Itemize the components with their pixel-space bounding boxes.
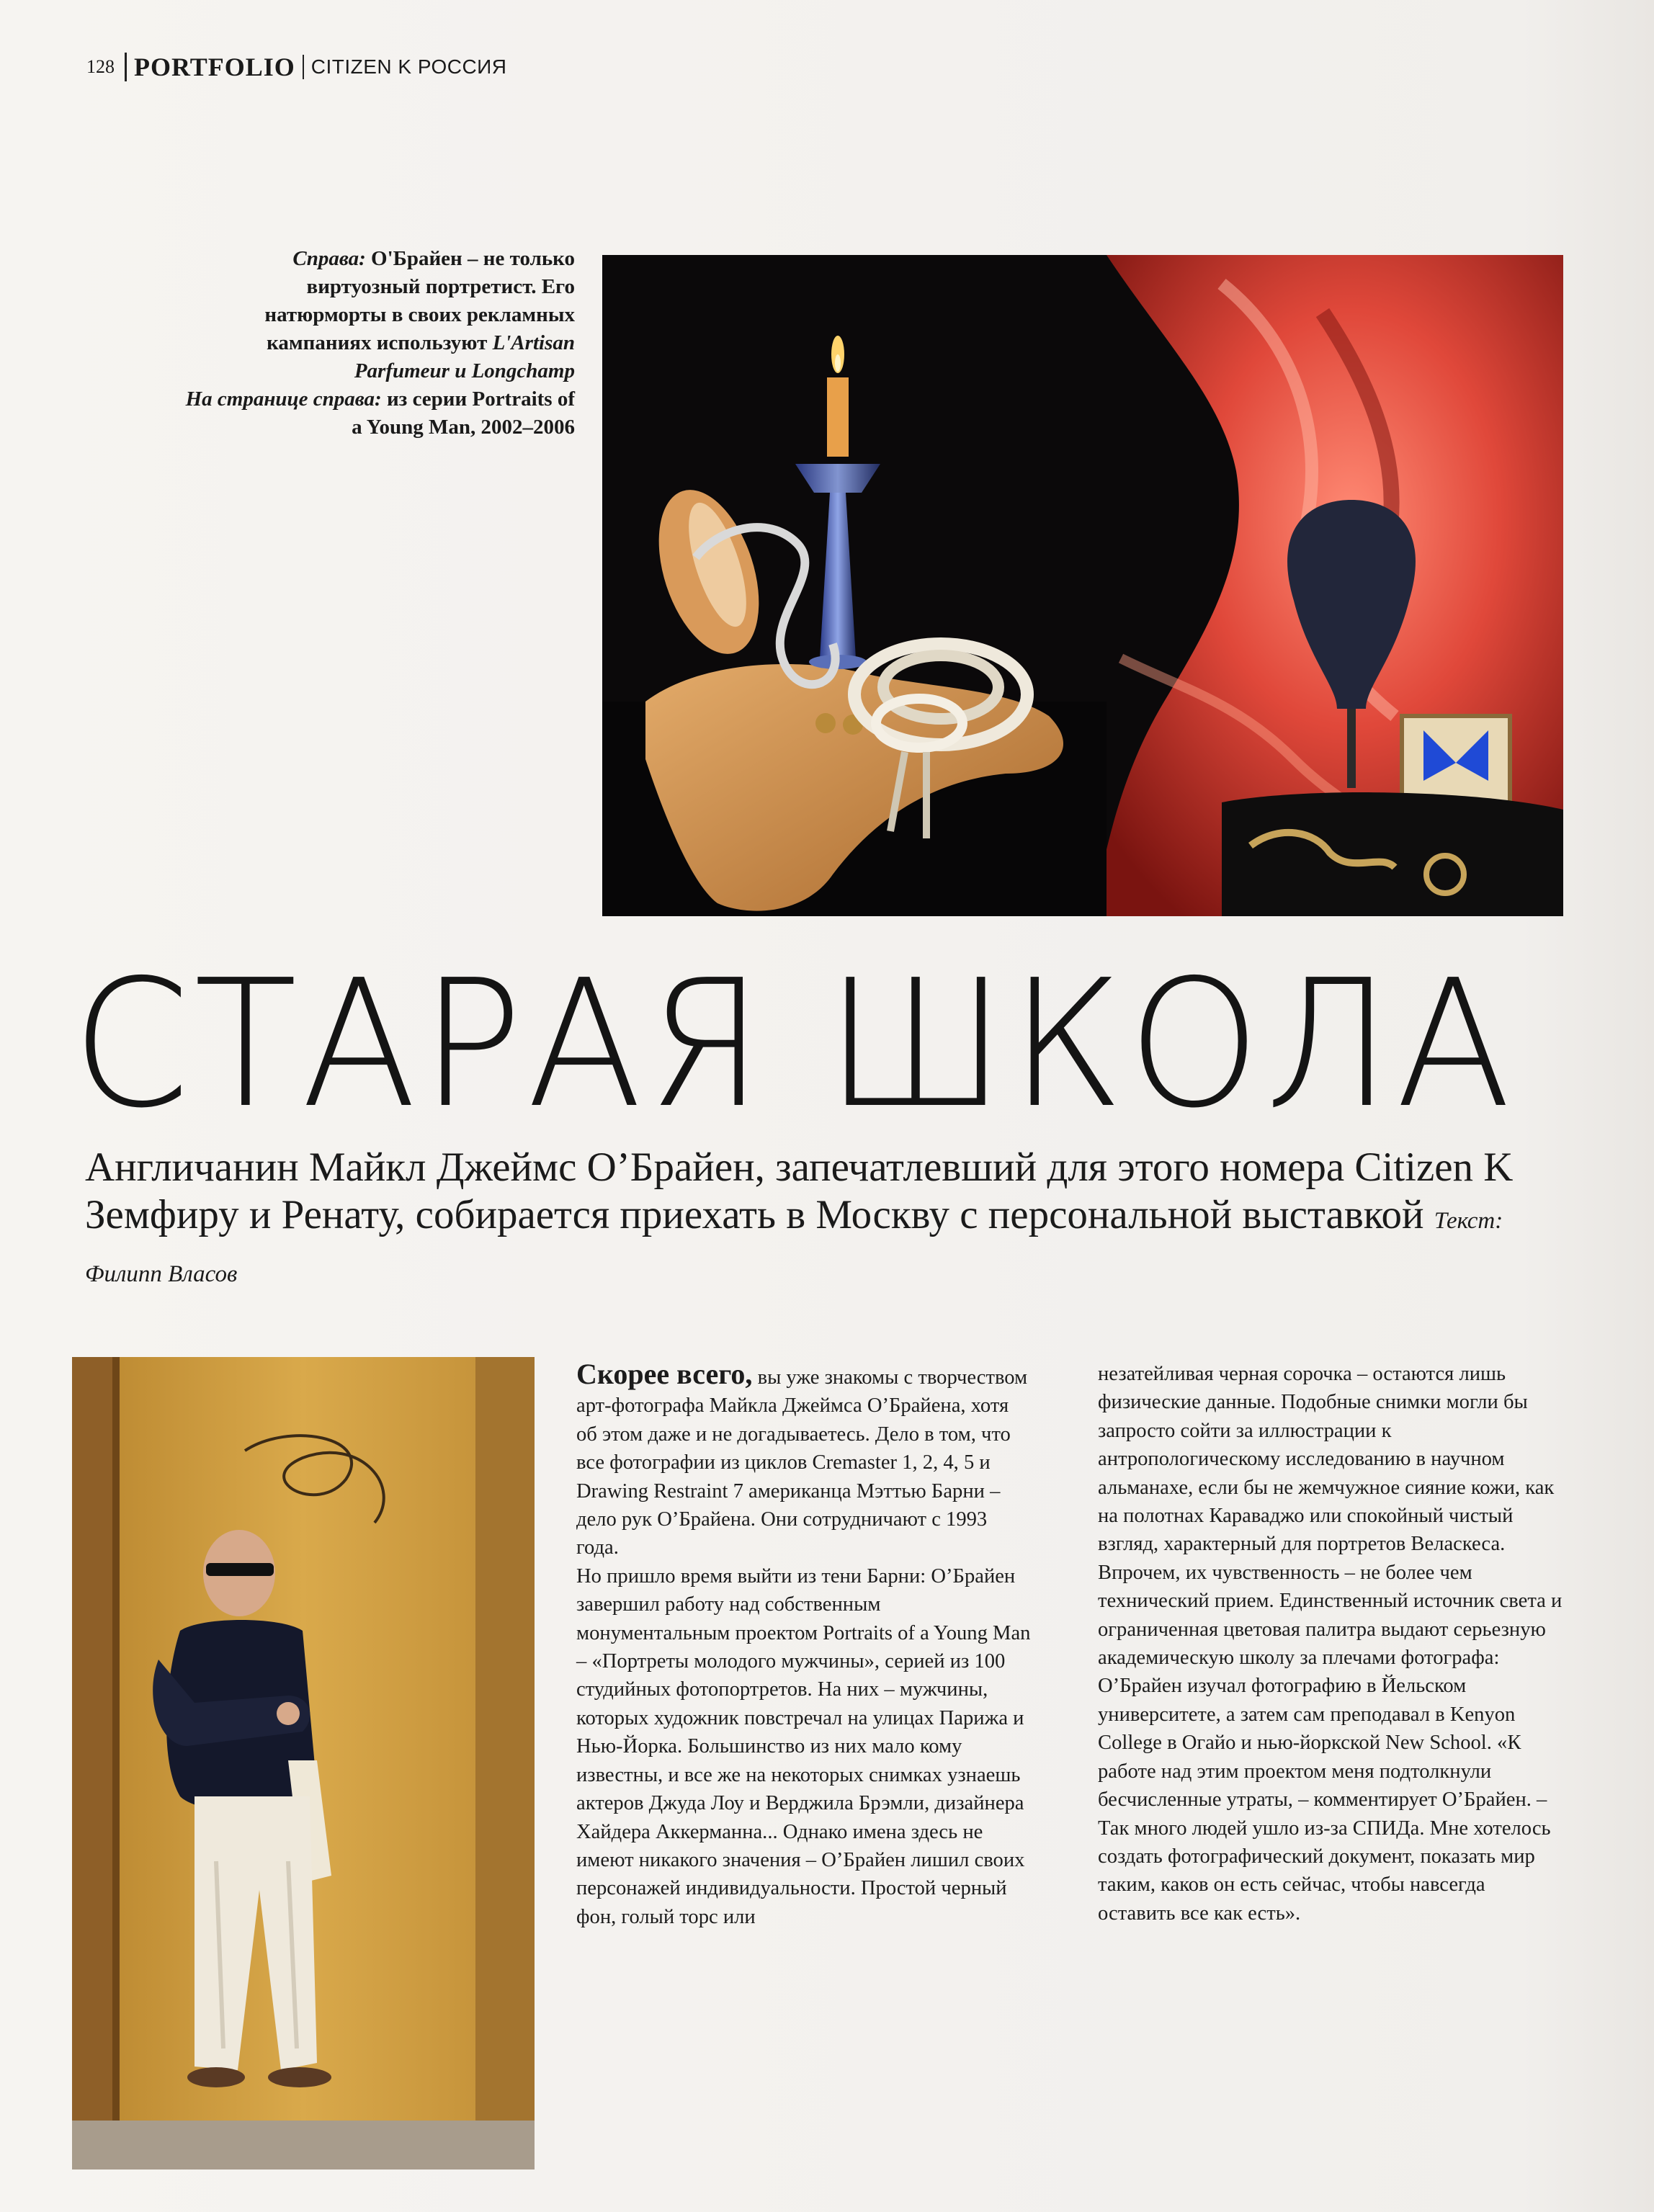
lead-in: Скорее всего, (576, 1358, 753, 1390)
page-number: 128 (86, 56, 115, 77)
magazine-name: CITIZEN K РОССИЯ (310, 55, 507, 78)
body-column-2 (1098, 1360, 1565, 1927)
article-title: СТАРАЯ ШКОЛА (72, 942, 1516, 1147)
portrait-illustration (72, 1357, 535, 2170)
body-column-1 (576, 1360, 1032, 1931)
header-divider (125, 53, 127, 81)
byline: Текст: Филипп Власов (85, 1208, 1503, 1287)
caption-label-next: На странице справа: (185, 388, 382, 411)
article-lead (85, 1144, 1569, 1298)
lead-text: Англичанин Майкл Джеймс О’Брайен, запечатлевший для этого номера Citizen K Земфиру и Ренату, собирается приехать в Москву с персональной выставкой (85, 1145, 1514, 1237)
caption-brands: L'Artisan Parfumeur и Longchamp (354, 331, 575, 382)
still-life-photo (602, 255, 1563, 916)
photo-caption (180, 245, 575, 442)
still-life-illustration (602, 255, 1563, 916)
paragraph-text: вы уже знакомы с творчеством арт-фотографа Майкла Джеймса О’Брайена, хотя об этом даже и не догадываетесь. Дело в том, что все фотографии из циклов Cremaster 1, 2, 4, 5 и Drawing Restraint 7 американца Мэттью Барни – дело рук О’Брайена. Они сотрудничают с 1993 года. (576, 1366, 1028, 1559)
caption-text-1: О'Брайен – не только виртуозный портретист. Его натюрморты в своих рекламных кампаниях используют (264, 247, 575, 354)
paragraph (576, 1360, 1032, 1562)
header-divider (303, 55, 304, 79)
running-header (86, 49, 507, 85)
caption-text-2: из серии Portraits of a Young Man, 2002–2006 (352, 388, 575, 439)
portrait-photo (72, 1357, 535, 2170)
paragraph: незатейливая черная сорочка – остаются лишь физические данные. Подобные снимки могли бы запросто сойти за иллюстрации к антропологическому исследованию в научном альманахе, если бы не жемчужное сияние кожи, как на полотнах Караваджо или спокойный чистый взгляд, характерный для портретов Веласкеса. Впрочем, их чувственность – не более чем технический прием. Единственный источник света и ограниченная цветовая палитра выдают серьезную академическую школу за плечами фотографа: О’Брайен изучал фотографию в Йельском университете, а затем сам преподавал в Kenyon College в Огайо и нью-йоркской New School. «К работе над этим проектом меня подтолкнули бесчисленные утраты, – комментирует О’Брайен. – Так много людей ушло из-за СПИДа. Мне хотелось создать фотографический документ, показать мир таким, каков он есть сейчас, чтобы навсегда оставить все как есть». (1098, 1363, 1563, 1925)
caption-label-right: Справа: (292, 247, 366, 270)
paragraph: Но пришло время выйти из тени Барни: О’Брайен завершил работу над собственным монументальным проектом Portraits of a Young Man – «Портреты молодого мужчины», серией из 100 студийных фотопортретов. На них – мужчины, которых художник повстречал на улицах Парижа и Нью-Йорка. Большинство из них мало кому известны, и все же на некоторых снимках узнаешь актеров Джуда Лоу и Верджила Брэмли, дизайнера Хайдера Аккерманна... Однако имена здесь не имеют никакого значения – О’Брайен лишил своих персонажей индивидуальности. Простой черный фон, голый торс или (576, 1564, 1031, 1928)
section-name: PORTFOLIO (134, 53, 295, 81)
